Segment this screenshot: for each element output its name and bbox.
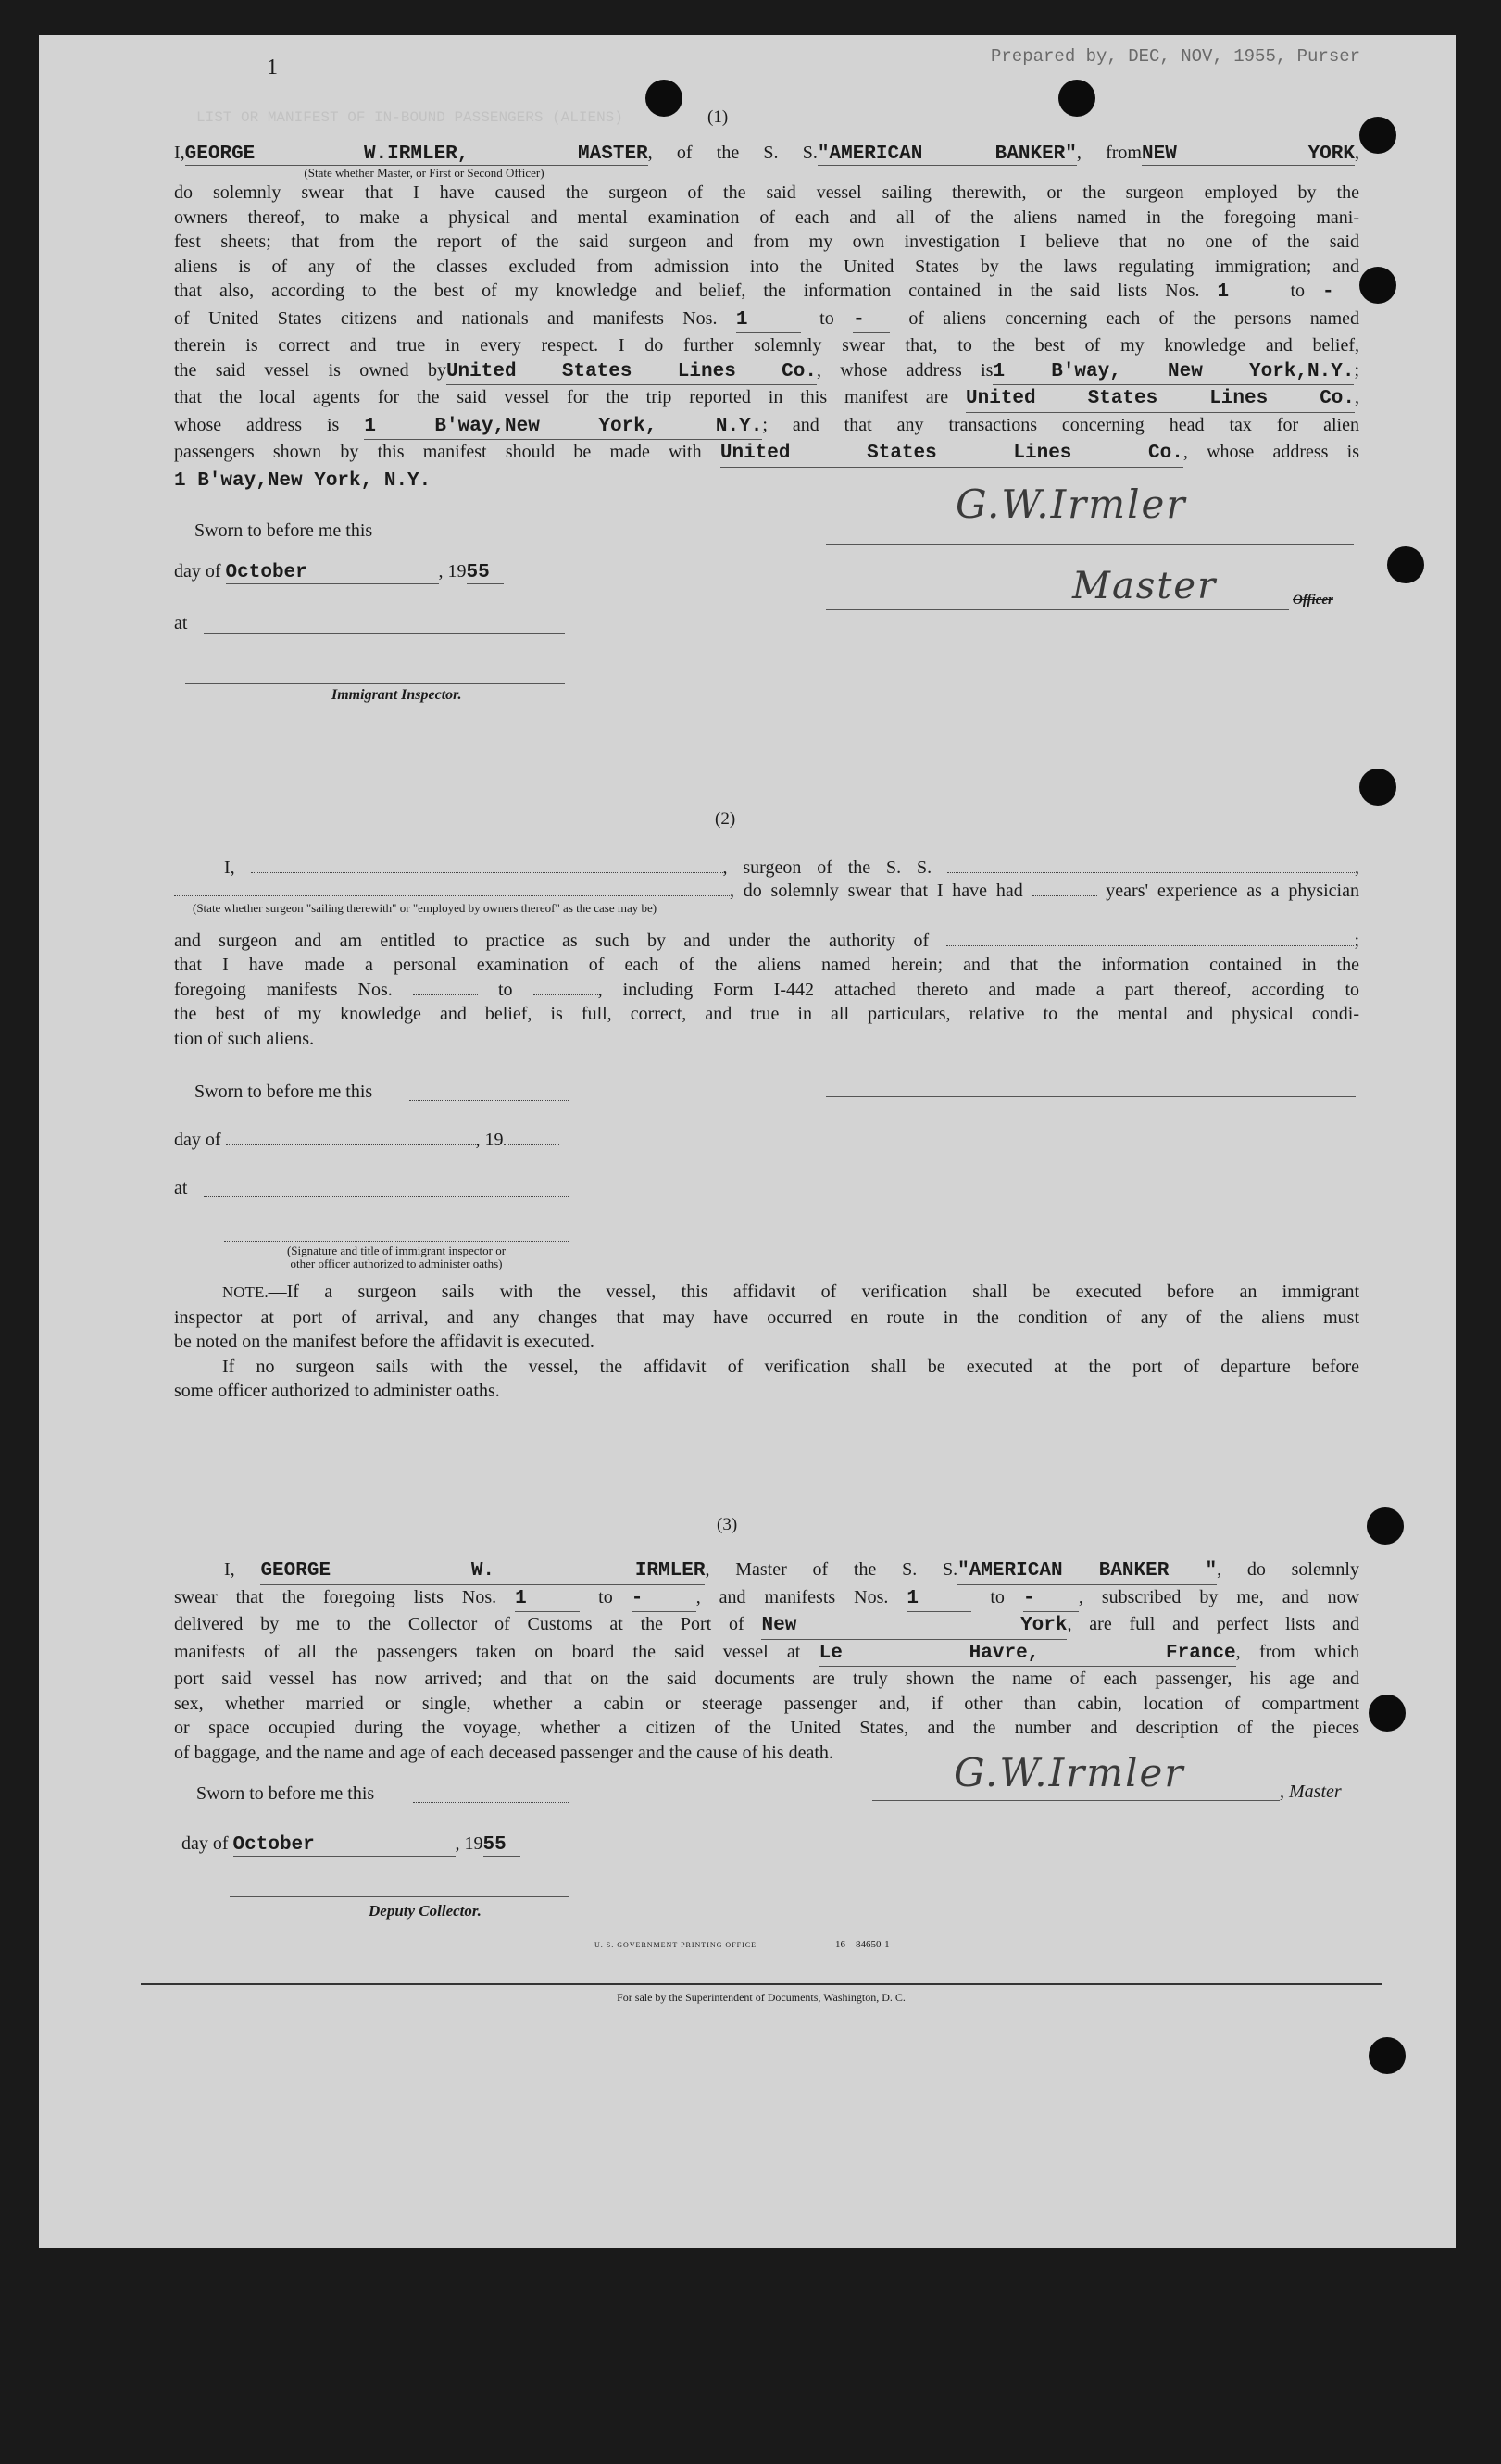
- affidavit-line: that also, according to the best of my knowledge and belief, the information contained in the said lists Nos. 1 to -: [174, 279, 1359, 306]
- manifests-from-field: 1: [907, 1587, 971, 1613]
- affidavit-line: port said vessel has now arrived; and that on the said documents are truly shown the name of each passenger, his age and: [174, 1669, 1359, 1689]
- at-label: at: [174, 613, 188, 633]
- affidavit-line: the best of my knowledge and belief, is full, correct, and true in all particulars, relative to the mental and physical condi-: [174, 1004, 1359, 1024]
- note-line: NOTE.—If a surgeon sails with the vessel, this affidavit of verification shall be executed before an immigrant: [222, 1282, 1359, 1302]
- master-label: , Master: [1280, 1782, 1342, 1802]
- manifests-to-field: -: [1023, 1587, 1079, 1613]
- printing-office: U. S. GOVERNMENT PRINTING OFFICE: [594, 1941, 757, 1949]
- embark-port-field: Le Havre, France: [819, 1642, 1236, 1668]
- note-block: [174, 1280, 1359, 1404]
- years-experience-field: [1032, 895, 1097, 896]
- affidavit-line: of baggage, and the name and age of each deceased passenger and the cause of his death.: [174, 1742, 833, 1763]
- punch-hole: [1387, 546, 1424, 583]
- affidavit-line: that I have made a personal examination of each of the aliens named herein; and that the information contained in the: [174, 955, 1359, 975]
- for-sale-note: For sale by the Superintendent of Documents, Washington, D. C.: [617, 1991, 906, 2004]
- affidavit-line: I, , surgeon of the S. S. ,: [224, 857, 1359, 878]
- section1-affidavit: [174, 143, 1359, 494]
- month-field: [226, 1144, 476, 1145]
- affidavit-line: the said vessel is owned byUnited States Lines Co., whose address is1 B'way, New York,N.Y.;: [174, 358, 1359, 386]
- month-field: October: [226, 562, 439, 584]
- master-title-handwritten: Master: [1072, 565, 1218, 607]
- manifests-from-field: [413, 994, 478, 995]
- note-line: inspector at port of arrival, and any changes that may have occurred en route in the condition of any of the aliens must: [174, 1307, 1359, 1328]
- document-page: [39, 35, 1456, 2248]
- affidavit-line: aliens is of any of the classes excluded from admission into the United States by the laws regulating immigration; and: [174, 256, 1359, 277]
- at-line: [204, 1196, 569, 1197]
- sworn-day-line: [413, 1802, 569, 1803]
- lists-to-field: -: [632, 1587, 696, 1613]
- note-line: some officer authorized to administer oaths.: [174, 1381, 500, 1401]
- owner-field: United States Lines Co.: [446, 360, 817, 386]
- day-of-line: day of October , 1955: [181, 1833, 520, 1857]
- headtax-address-field: 1 B'way,New York, N.Y.: [174, 469, 767, 495]
- section3-affidavit: [174, 1557, 1359, 1765]
- affidavit-line: owners thereof, to make a physical and mental examination of each and all of the aliens named in the foregoing mani-: [174, 206, 1359, 228]
- day-of-line: day of , 19: [174, 1130, 559, 1151]
- affidavit-line: manifests of all the passengers taken on board the said vessel at Le Havre, France, from which: [174, 1640, 1359, 1668]
- vessel-name-field: "AMERICAN BANKER": [817, 144, 1077, 165]
- affidavit-line: and surgeon and am entitled to practice as such by and under the authority of ;: [174, 930, 1360, 951]
- year-field: [504, 1144, 559, 1145]
- affidavit-line: therein is correct and true in every respect. I do further solemnly swear that, to the best of my knowledge and belief,: [174, 335, 1359, 356]
- page-number: 1: [267, 56, 278, 80]
- signature-line: [826, 544, 1354, 545]
- master-signature: G.W.Irmler: [954, 1750, 1185, 1795]
- section-number: (1): [707, 107, 729, 127]
- affidavit-line: or space occupied during the voyage, whether a citizen of the United States, and the number and description of the pieces: [174, 1718, 1359, 1738]
- officer-caption: Officer: [1293, 593, 1333, 607]
- punch-hole: [645, 80, 682, 117]
- affidavit-line: I,GEORGE W.IRMLER, MASTER, of the S. S."AMERICAN BANKER", fromNEW YORK,: [174, 143, 1359, 165]
- affidavit-line: fest sheets; that from the report of the said surgeon and from my own investigation I believe that no one of the said: [174, 231, 1359, 252]
- master-signature: G.W.Irmler: [956, 482, 1187, 527]
- sworn-day-line: [409, 1100, 569, 1101]
- signature-caption: (Signature and title of immigrant inspector or other officer authorized to administer oaths): [286, 1244, 507, 1270]
- from-port-field: NEW YORK: [1142, 144, 1355, 165]
- affidavit-line: do solemnly swear that I have caused the surgeon of the said vessel sailing therewith, or the surgeon employed by the: [174, 182, 1359, 203]
- year-field: 55: [467, 562, 504, 584]
- affidavit-line: swear that the foregoing lists Nos. 1 to - , and manifests Nos. 1 to - , subscribed by me, and now: [174, 1585, 1359, 1613]
- affidavit-line: tion of such aliens.: [174, 1028, 315, 1049]
- section-number: (2): [715, 809, 736, 829]
- port-field: New York: [761, 1614, 1067, 1640]
- affidavit-line: I, GEORGE W. IRMLER, Master of the S. S."AMERICAN BANKER ", do solemnly: [174, 1557, 1359, 1585]
- affidavit-line: that the local agents for the said vessel for the trip reported in this manifest are United States Lines Co.,: [174, 385, 1359, 413]
- month-field: October: [233, 1834, 456, 1857]
- collector-caption: Deputy Collector.: [369, 1902, 482, 1920]
- lists-from-field: 1: [515, 1587, 580, 1613]
- inspector-caption: Immigrant Inspector.: [331, 687, 462, 703]
- master-name-field: GEORGE W.IRMLER, MASTER: [184, 144, 648, 165]
- ghost-heading: LIST OR MANIFEST OF IN-BOUND PASSENGERS (ALIENS): [196, 109, 623, 126]
- surgeon-name-field: [251, 872, 723, 873]
- sworn-label: Sworn to before me this: [194, 1082, 373, 1102]
- signature-line: [872, 1800, 1280, 1801]
- inspector-signature-line: [185, 683, 565, 684]
- note-line: be noted on the manifest before the affidavit is executed.: [174, 1332, 594, 1352]
- manifests-from-field: 1: [736, 308, 801, 334]
- punch-hole: [1369, 2037, 1406, 2074]
- punch-hole: [1359, 117, 1396, 154]
- punch-hole: [1359, 769, 1396, 806]
- surgeon-vessel-field: [947, 872, 1355, 873]
- owner-address-field: 1 B'way, New York,N.Y.: [993, 360, 1354, 386]
- affidavit-line: foregoing manifests Nos. to , including Form I-442 attached thereto and made a part thereof, according to: [174, 979, 1359, 1000]
- year-field: 55: [483, 1834, 520, 1857]
- purser-stamp: Prepared by, DEC, NOV, 1955, Purser: [991, 46, 1361, 67]
- officer-signature-line: [224, 1241, 569, 1242]
- at-line: [204, 633, 565, 634]
- master-name-field: GEORGE W. IRMLER: [260, 1559, 705, 1585]
- footer-rule: [141, 1983, 1382, 1985]
- affidavit-line: sex, whether married or single, whether a cabin or steerage passenger and, if other than cabin, location of compartment: [174, 1693, 1359, 1714]
- form-number: 16—84650-1: [835, 1939, 890, 1950]
- surgeon-status-field: [174, 895, 730, 896]
- affidavit-line: whose address is 1 B'way,New York, N.Y.; and that any transactions concerning head tax for alien: [174, 413, 1359, 441]
- sworn-label: Sworn to before me this: [194, 520, 373, 541]
- affidavit-line: delivered by me to the Collector of Customs at the Port of New York, are full and perfect lists and: [174, 1612, 1359, 1640]
- collector-signature-line: [230, 1896, 569, 1897]
- affidavit-line: of United States citizens and nationals and manifests Nos. 1 to - of aliens concerning each of the persons named: [174, 306, 1359, 334]
- punch-hole: [1367, 1507, 1404, 1545]
- name-caption: (State whether Master, or First or Second Officer): [304, 166, 544, 180]
- manifests-to-field: [533, 994, 598, 995]
- punch-hole: [1359, 267, 1396, 304]
- affidavit-line: , do solemnly swear that I have had years' experience as a physician: [174, 881, 1359, 901]
- manifests-to-field: -: [853, 308, 890, 334]
- sworn-label: Sworn to before me this: [196, 1783, 375, 1804]
- title-line: [826, 609, 1289, 610]
- authority-field: [946, 945, 1354, 946]
- agents-address-field: 1 B'way,New York, N.Y.: [364, 415, 762, 441]
- punch-hole: [1058, 80, 1095, 117]
- note-line: If no surgeon sails with the vessel, the affidavit of verification shall be executed at the port of departure before: [222, 1356, 1359, 1377]
- section2-affidavit: [174, 856, 1359, 1051]
- lists-to-field: -: [1322, 281, 1359, 306]
- punch-hole: [1369, 1695, 1406, 1732]
- headtax-agent-field: United States Lines Co.: [720, 442, 1183, 468]
- surgeon-caption: (State whether surgeon "sailing therewith" or "employed by owners thereof" as the case may be): [193, 900, 657, 915]
- surgeon-signature-line: [826, 1096, 1356, 1097]
- lists-from-field: 1: [1217, 281, 1272, 306]
- affidavit-line: passengers shown by this manifest should be made with United States Lines Co., whose address is: [174, 440, 1359, 468]
- section-number: (3): [717, 1515, 738, 1534]
- agents-field: United States Lines Co.: [966, 387, 1355, 413]
- day-of-line: day of October , 1955: [174, 561, 504, 584]
- vessel-name-field: "AMERICAN BANKER ": [957, 1559, 1217, 1585]
- at-label: at: [174, 1178, 188, 1198]
